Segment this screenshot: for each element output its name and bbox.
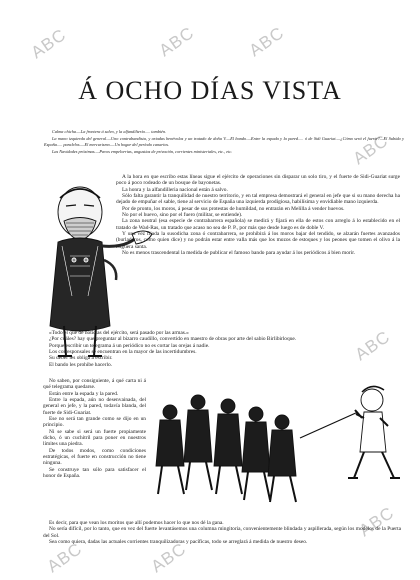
paragraph: Los corresponsales se encuentran en la mayor de las incertidumbres. <box>49 349 197 356</box>
article-column-full <box>43 330 401 368</box>
paragraph: El bando les prohibe hacerlo. <box>49 361 113 368</box>
watermark-top-left: ABC <box>27 24 70 63</box>
watermark-right-1: ABC <box>349 130 392 169</box>
article-summary <box>44 129 404 156</box>
watermark-right-3: ABC <box>355 502 398 541</box>
article-column-left <box>43 378 146 480</box>
summary-line: La mano izquierda del general.—Uno contrabandista, y ariadas benévolas y un tratado de doña V.—El bando.—Entre la espada y la pared..... ó de Sidi Guariat.—¿Cómo será el fuerte?—El Subida y España..... paralelos.—El mercurismo.—Un hogar del período canarios. <box>44 135 404 148</box>
paragraph: Su deber les obliga á escribir. <box>49 355 113 362</box>
paragraph: No es menos trascendental la medida de publicar el famoso bando para ayudar á los periódicos á bien morir. <box>122 250 356 257</box>
paragraph: No por el huevo, sino por el fuero (militar, se entiende). <box>122 212 243 219</box>
paragraph: No saben, por consiguiente, á qué carta ni á qué telegrama quedarse. <box>43 378 146 391</box>
watermark-bottom-center: ABC <box>147 538 190 577</box>
summary-line: Las Navidades próximas.—Pavos empelorrias, angustias de privación, corrientes ministeriales, etc., etc. <box>52 149 233 155</box>
article-column-bottom <box>43 520 401 545</box>
paragraph: Se construye tan sólo para satisfacer el honor de España. <box>43 466 146 480</box>
paragraph: Están entre la espada y la pared. <box>49 390 119 397</box>
watermark-top-center: ABC <box>155 22 198 61</box>
article-title: Á OCHO DÍAS VISTA <box>78 76 342 105</box>
paragraph: Es decir, para que vean los moritos que allí podemos hacer lo que nos dé la gana. <box>49 520 224 526</box>
paragraph: Ni se sabe si será un fuerte propiamente dicho, ó un cuchitril para poner en nuestros límites una piedra. <box>43 428 146 448</box>
paragraph: Sólo falta garantir la tranquilidad de nuestro territorio, y en tal empresa demostrará el general en jefe que si su mano derecha ha dejado de empuñar el sable, tiene al servicio de España una izquierda prodigiosa, habilísima y envidiable mano izquierda. <box>116 193 400 206</box>
journalists-caricature <box>150 382 400 510</box>
paragraph: ¿Por cuáles? hay que preguntar al bizarro caudillo, convertido en maestro de obras por arte del sabio Birlibirloque. <box>49 336 297 343</box>
watermark-top-right: ABC <box>245 22 288 61</box>
watermark-bottom-left: ABC <box>43 538 86 577</box>
paragraph: No sería difícil, por lo tanto, que en vez del fuerte levantásemos una columna mingitoria, convenientemente blindada y aspillerada, según los modelos de la Puerta del Sol. <box>43 526 401 539</box>
watermark-right-2: ABC <box>351 326 394 365</box>
paragraph: Por de pronto, los moros, á pesar de sus protestas de humildad, no entrarán en Melilla á vender huevos. <box>122 205 345 212</box>
paragraph: Porque escribir un telegrama á un periódico no es cortar las orejas á nadie. <box>49 342 210 349</box>
paragraph: A la hora en que escribo estas líneas sigue el ejército de operaciones sin disparar un solo tiro, y el fuerte de Sidi-Guariat surge poco á poco rodeado de un bosque de bayonetas. <box>116 174 400 187</box>
paragraph: La zona neutral (esa especie de contrabarrera española) se medirá y fijará en ella de estos con arreglo á lo establecido en el tratado de Wad-Ras, un tratado que acaso no sea de P. P., por más que desde luego es de doble V. <box>116 218 400 231</box>
summary-line: Calma chicha.—La frontera á salvo, y la alfandiltería..... también. <box>52 129 167 134</box>
paragraph: Sea como quiera, dadas las actuales corrientes tranquilizadoras y pacíficas, todo se arreglará á medida de nuestro deseo. <box>49 539 308 546</box>
paragraph: Entre la espada, aún no desenvainada, del general en jefe, y la pared, todavía blanda, del fuerte de Sidi-Guariat. <box>43 397 146 416</box>
paragraph: La honra y la alfandilleria nacional están á salvo. <box>122 186 228 193</box>
paragraph: «Todo el que dé noticias del ejército, será pasado por las armas.» <box>49 330 189 336</box>
article-column-right <box>116 174 400 256</box>
paragraph: Y una vez fijada la susodicha zona ó contrabarrera, se prohibirá á los moros bajar del tendido, se alzarán fuertes avanzados (burladeros, como quien dice) y no podrán estar entre valla más que los mozos de estoques y los peones que tomen el olivo á la Higuera santa. <box>116 231 400 250</box>
paragraph: De todos modos, como condiciones estratégicas, el fuerte en construcción no tiene ninguna. <box>43 447 146 467</box>
paragraph: Ese no será tan grande como se dijo en un principio. <box>43 416 146 429</box>
